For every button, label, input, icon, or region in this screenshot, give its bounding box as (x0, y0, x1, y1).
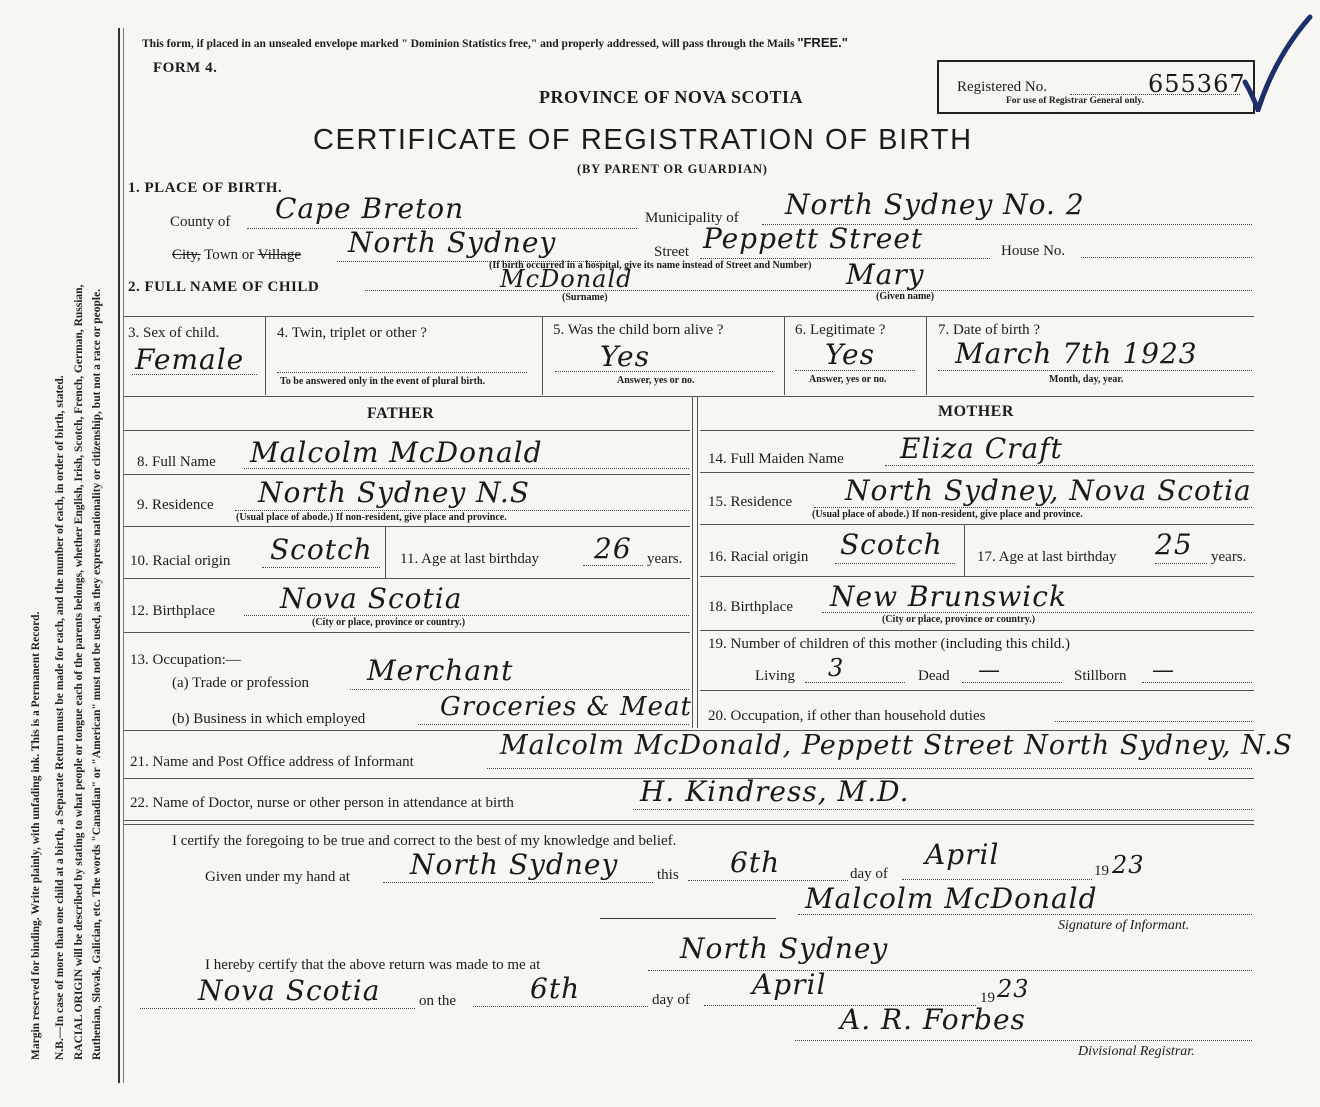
mother-residence-line (814, 507, 1252, 508)
stillborn-value: — (1152, 658, 1175, 683)
mother-race-line (835, 563, 955, 564)
father-business-value: Groceries & Meat (440, 692, 692, 722)
mother-residence-note: (Usual place of abode.) If non-resident, give place and province. (812, 509, 1083, 520)
child-name-label: 2. FULL NAME OF CHILD (128, 279, 320, 295)
father-residence-line (235, 510, 689, 511)
father-residence-note: (Usual place of abode.) If non-resident, give place and province. (236, 512, 507, 523)
twin-label: 4. Twin, triplet or other ? (277, 325, 427, 341)
child-name-line (365, 290, 1252, 291)
house-line (1081, 257, 1252, 258)
certificate-subtitle: (BY PARENT OR GUARDIAN) (577, 162, 768, 176)
street-label: Street (654, 244, 689, 260)
mother-name-value: Eliza Craft (900, 432, 1063, 465)
informant-line (487, 768, 1252, 769)
mother-birthplace-label: 18. Birthplace (708, 599, 793, 615)
mother-race-label: 16. Racial origin (708, 549, 809, 565)
street-line (700, 258, 990, 259)
registrar-day: 6th (530, 972, 581, 1005)
margin-rule (118, 28, 120, 1083)
given-place-line (383, 882, 653, 883)
stillborn-label: Stillborn (1074, 668, 1127, 684)
mother-name-label: 14. Full Maiden Name (708, 451, 844, 467)
mother-age-value: 25 (1155, 528, 1193, 561)
informant-signature-caption: Signature of Informant. (1058, 918, 1190, 933)
born-alive-value: Yes (600, 340, 650, 373)
father-birthplace-line (244, 615, 689, 616)
form-number: FORM 4. (153, 60, 218, 76)
child-surname: McDonald (500, 265, 633, 293)
mail-notice-text: This form, if placed in an unsealed envelope marked " Dominion Statistics free," and properly addressed, will pass through the Mails (142, 38, 795, 50)
father-heading: FATHER (367, 405, 435, 422)
rule (700, 472, 1254, 473)
father-trade-value: Merchant (367, 654, 514, 687)
house-label: House No. (1001, 243, 1066, 259)
rule (124, 474, 690, 475)
rule (700, 576, 1254, 577)
mother-occupation-line (1055, 721, 1252, 722)
registrar-place2-line (140, 1008, 415, 1009)
given-year-prefix: 19 (1094, 863, 1109, 879)
given-year-value: 23 (1112, 851, 1145, 879)
city-town-village-label (172, 247, 301, 264)
rule (964, 524, 965, 576)
father-age-line (583, 565, 643, 566)
born-alive-note: Answer, yes or no. (617, 375, 695, 386)
rule (784, 316, 785, 395)
father-birthplace-value: Nova Scotia (280, 582, 463, 615)
mother-residence-value: North Sydney, Nova Scotia (845, 474, 1252, 507)
rule (697, 396, 698, 728)
municipality-label: Municipality of (645, 210, 739, 226)
village-label: Village (257, 247, 302, 263)
surname-note: (Surname) (562, 292, 608, 303)
rule (385, 526, 386, 578)
informant-label: 21. Name and Post Office address of Informant (130, 754, 414, 770)
children-count-label: 19. Number of children of this mother (including this child.) (708, 636, 1071, 652)
dob-note: Month, day, year. (1049, 374, 1124, 385)
given-place-value: North Sydney (410, 848, 619, 881)
father-years-label: years. (647, 551, 683, 567)
father-name-label: 8. Full Name (137, 454, 216, 470)
hospital-note: (If birth occurred in a hospital, give its name instead of Street and Number) (489, 260, 812, 271)
father-birthplace-note: (City or place, province or country.) (312, 617, 466, 628)
informant-value: Malcolm McDonald, Peppett Street North Sydney, N.S (500, 730, 1294, 761)
margin-note-1: Margin reserved for binding. Write plainly, with unfading ink. This is a Permanent Record. (30, 611, 42, 1060)
mother-age-line (1155, 563, 1207, 564)
margin-note-4: Ruthenian, Slovak, Galician, etc. The words "Canadian" or "American" must not be used, as they express nationality or citizenship, but not a race or people. (91, 288, 103, 1060)
living-label: Living (755, 668, 795, 684)
margin-note-2: N.B.—In case of more than one child at a birth, a Separate Return must be made for each, and the number of each, in order of birth, stated. (54, 375, 66, 1060)
town-value: North Sydney (348, 226, 557, 259)
father-trade-line (350, 689, 689, 690)
dead-line (962, 682, 1062, 683)
mother-heading: MOTHER (938, 403, 1014, 420)
father-race-value: Scotch (270, 533, 373, 566)
father-business-line (418, 724, 689, 725)
given-under-label: Given under my hand at (205, 869, 350, 885)
margin-note-3: RACIAL ORIGIN will be described by stating to what people or tongue each of the parents belongs, whether English, Irish, Scotch, French, German, Russian, (73, 284, 85, 1060)
county-value: Cape Breton (275, 192, 465, 225)
mother-race-value: Scotch (840, 528, 943, 561)
mother-birthplace-value: New Brunswick (830, 580, 1067, 613)
father-age-value: 26 (594, 532, 632, 565)
place-of-birth-heading: 1. PLACE OF BIRTH. (128, 180, 283, 196)
registrar-place-line (648, 970, 1252, 971)
rule (124, 578, 690, 579)
check-mark-icon (1240, 12, 1315, 112)
mother-birthplace-note: (City or place, province or country.) (882, 614, 1036, 625)
father-race-label: 10. Racial origin (130, 553, 231, 569)
on-the-label: on the (419, 993, 457, 1009)
living-value: 3 (828, 654, 845, 682)
mother-years-label: years. (1211, 549, 1247, 565)
registrar-signature-line (795, 1040, 1252, 1041)
registrar-day-of-label: day of (652, 992, 690, 1008)
margin-rule-inner (123, 28, 124, 1083)
rule (700, 690, 1254, 691)
county-label: County of (170, 214, 231, 230)
rule (124, 820, 1254, 821)
father-occupation-label: 13. Occupation:— (130, 652, 241, 668)
rule (124, 526, 690, 527)
registrar-statement: I hereby certify that the above return was made to me at (205, 957, 541, 973)
given-month-line (902, 879, 1092, 880)
rule (700, 630, 1254, 631)
street-value: Peppett Street (703, 222, 924, 255)
doctor-label: 22. Name of Doctor, nurse or other person in attendance at birth (130, 795, 514, 811)
living-line (805, 682, 905, 683)
city-label: City, (172, 247, 201, 263)
rule (542, 316, 543, 395)
twin-note: To be answered only in the event of plural birth. (280, 376, 486, 387)
sex-value: Female (135, 343, 245, 376)
certificate-title: CERTIFICATE OF REGISTRATION OF BIRTH (313, 124, 973, 156)
rule (265, 316, 266, 395)
registrar-caption: Divisional Registrar. (1078, 1044, 1195, 1059)
doctor-value: H. Kindress, M.D. (640, 775, 910, 808)
born-alive-line (555, 371, 773, 372)
registrar-day-line (473, 1006, 648, 1007)
father-age-label: 11. Age at last birthday (400, 551, 539, 567)
mother-age-label: 17. Age at last birthday (977, 549, 1117, 565)
sex-label: 3. Sex of child. (128, 325, 220, 341)
rule (124, 632, 690, 633)
rule (600, 918, 776, 919)
rule (124, 396, 1254, 397)
given-day-value: 6th (730, 846, 781, 879)
town-label: Town or (204, 247, 255, 263)
rule (124, 430, 690, 431)
dob-value: March 7th 1923 (955, 337, 1198, 370)
mail-notice (142, 35, 848, 50)
mother-occupation-label: 20. Occupation, if other than household duties (708, 708, 986, 724)
registered-label: Registered No. (957, 79, 1047, 95)
legitimate-label: 6. Legitimate ? (795, 322, 886, 338)
registrar-place1: North Sydney (680, 932, 889, 965)
rule (926, 316, 927, 395)
born-alive-label: 5. Was the child born alive ? (553, 322, 724, 338)
mother-name-line (885, 465, 1253, 466)
registered-number: 655367 (1148, 70, 1246, 98)
dead-value: — (978, 658, 1001, 683)
province-heading: PROVINCE OF NOVA SCOTIA (539, 87, 804, 107)
municipality-value: North Sydney No. 2 (785, 188, 1085, 221)
father-residence-value: North Sydney N.S (258, 476, 530, 509)
given-month-value: April (925, 838, 1000, 871)
rule (692, 396, 693, 728)
twin-line (277, 372, 527, 373)
father-trade-label: (a) Trade or profession (172, 675, 310, 691)
registrar-year-prefix: 19 (980, 990, 995, 1006)
informant-signature: Malcolm McDonald (805, 882, 1098, 915)
dob-label: 7. Date of birth ? (938, 322, 1041, 338)
registrar-signature: A. R. Forbes (840, 1003, 1026, 1036)
father-birthplace-label: 12. Birthplace (130, 603, 215, 619)
mother-residence-label: 15. Residence (708, 494, 793, 510)
father-business-label: (b) Business in which employed (172, 711, 366, 727)
father-name-value: Malcolm McDonald (250, 436, 543, 469)
registrar-place2: Nova Scotia (198, 974, 381, 1007)
this-label: this (657, 867, 679, 883)
registrar-month: April (752, 968, 827, 1001)
registered-note: For use of Registrar General only. (1006, 96, 1144, 106)
given-day-line (688, 880, 848, 881)
certify-statement: I certify the foregoing to be true and correct to the best of my knowledge and belief. (172, 833, 677, 849)
rule (700, 430, 1254, 431)
mail-free: "FREE." (797, 35, 848, 50)
rule (124, 824, 1254, 825)
day-of-label: day of (850, 866, 888, 882)
child-given-name: Mary (846, 258, 925, 291)
given-name-note: (Given name) (876, 291, 935, 302)
registrar-year: 23 (997, 975, 1030, 1003)
father-residence-label: 9. Residence (137, 497, 214, 513)
rule (700, 524, 1254, 525)
dob-line (938, 370, 1252, 371)
legitimate-value: Yes (825, 338, 875, 371)
rule (124, 316, 1254, 317)
dead-label: Dead (918, 668, 950, 684)
father-race-line (262, 567, 380, 568)
doctor-line (633, 809, 1252, 810)
legitimate-note: Answer, yes or no. (809, 374, 887, 385)
